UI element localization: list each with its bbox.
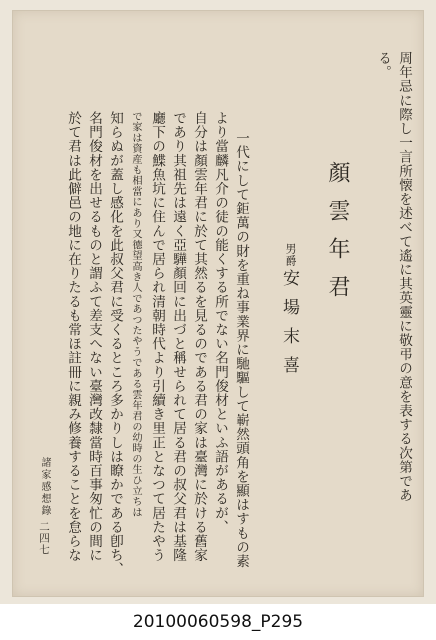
- body-line-2: より當麟凡介の徒の能くする所でない名門俊材といふ語があるが、: [212, 111, 228, 534]
- author-title-label: 男爵: [284, 243, 297, 267]
- image-caption: 20100060598_P295: [132, 612, 304, 632]
- running-head: 諸家感想錄: [39, 457, 50, 517]
- body-line-9: 於て君は此僻邑の地に在りたるも常ほ註冊に親み修養することを怠らな: [65, 111, 81, 563]
- body-line-1: 一代にして鉅萬の財を重ね事業界に馳驅して嶄然頭角を顯はすもの素: [233, 131, 249, 569]
- body-line-3: 自分は顏雲年君に於て其然るを見るのである君の家は臺灣に於ける舊家: [191, 111, 207, 563]
- page-number: 二四七: [38, 521, 50, 556]
- author-name: 安場末喜: [279, 269, 299, 385]
- body-line-4: であり其祖先は遠く亞驊顏回に出づと稱せられて居る君の叔父君は基隆: [170, 111, 186, 563]
- lead-line-1: 周年忌に際し一言所懐を述べて遙に其英靈に敬弔の意を表する次第であ: [396, 51, 412, 503]
- book-page: [12, 10, 424, 597]
- lead-line-2: る。: [375, 51, 391, 80]
- body-line-7: 知らぬが蓋し感化を此叔父君に受くるところ多かりしは瞭かである卽ち、: [107, 111, 123, 577]
- article-title: 顏雲年君: [325, 161, 350, 313]
- body-line-6: で家は資産も相當にあり又德望高き人であつたやうである雲年君の幼時の生ひ立ちは: [130, 111, 141, 518]
- body-line-5: 廳下の鰈魚坑に住んで居られ清朝時代より引續き里正となつて居たやう: [149, 111, 165, 563]
- body-line-8: 名門俊材を出せるものと謂ふて差支へない臺灣改隸當時百事匆忙の間に: [86, 111, 102, 563]
